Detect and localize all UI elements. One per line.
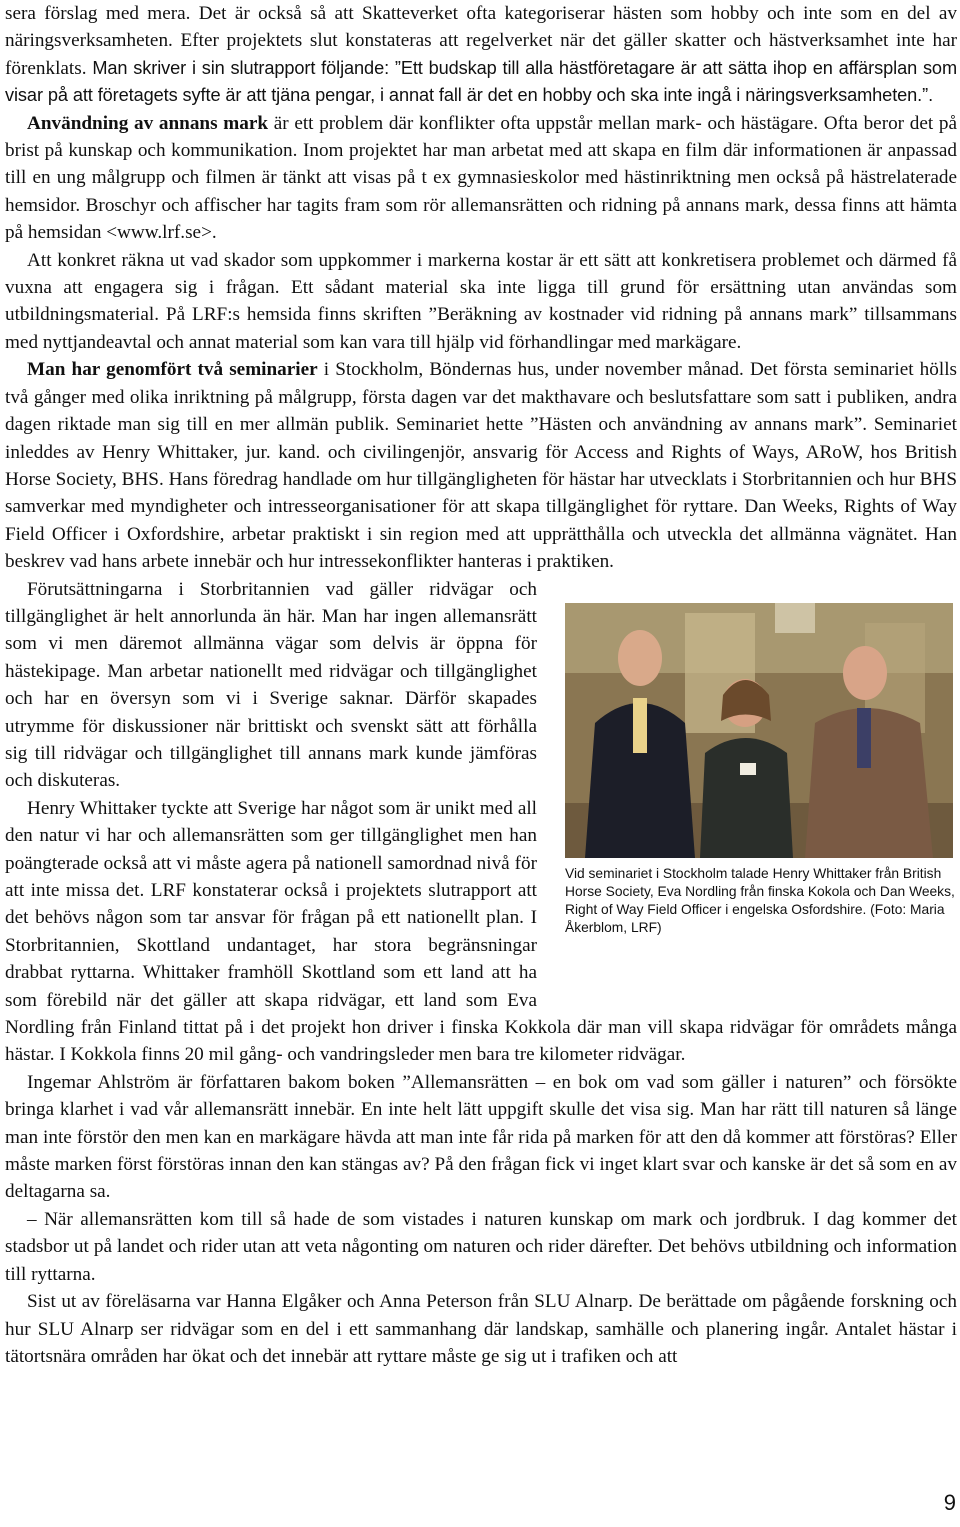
photo-caption: Vid seminariet i Stockholm talade Henry Whittaker från British Horse Society, Eva Nordling från finska Kokola och Dan Weeks, Right of Way Field Officer i engelska Osfordshire. (Foto: Maria Åkerblom, LRF): [565, 865, 955, 935]
paragraph-2: Användning av annans mark är ett problem där konflikter ofta uppstår mellan mark- och hästägare. Ofta beror det på brist på kunskap och kommunikation. Inom projektet har man arbetat med att skapa en film där informationen är anpassad till en ung målgrupp och filmen är tänkt att visas på t ex gymnasieskolor med hästinriktning men också på hästrelaterade hemsidor. Broschyr och affischer har tagits fram som rör allemansrätten och ridning på annans mark, dessa finns att hämta på hemsidan <www.lrf.se>.: [5, 112, 957, 244]
seminar-photo-illustration: [565, 603, 953, 858]
paragraph-7: Ingemar Ahlström är författaren bakom boken ”Allemansrätten – en bok om vad som gäller i naturen” och försökte bringa klarhet i vad vår allemansrätt innebär. En inte helt lätt uppgift skulle det visa sig. Man har rätt till naturen så länge man inte förstör den men kan en markägare hävda att man inte får rida på marken för att den då kommer att förstöras? Eller måste marken först förstöras innan den kan stängas av? På den frågan fick vi inget klart svar och kanske är det så som en av deltagarna sa.: [5, 1071, 957, 1203]
paragraph-1-quote: Man skriver i sin slutrapport följande: ”Ett budskap till alla hästföretagare är att sätta ihop en affärsplan som visar på att företagets syfte är att tjäna pengar, i annat fall är det en hobby och ska inte ingå i näringsverksamheten.”.: [5, 57, 957, 106]
seminar-photo: [565, 603, 953, 858]
paragraph-8: – När allemansrätten kom till så hade de som vistades i naturen kunskap om mark och jordbruk. I dag kommer det stadsbor ut på landet och rider utan att veta någonting om naturen och rider därefter. Det behövs utbildning och information till ryttarna.: [5, 1208, 957, 1285]
paragraph-9: Sist ut av föreläsarna var Hanna Elgåker och Anna Peterson från SLU Alnarp. De berättade om pågående forskning och hur SLU Alnarp ser ridvägar som en del i ett sammanhang där landskap, samhälle och planering ingår. Antalet hästar i tätortsnära områden har ökat och det innebär att ryttare måste ge sig ut i trafiken och att: [5, 1291, 957, 1367]
paragraph-5: Förutsättningarna i Storbritannien vad gäller ridvägar och tillgänglighet är helt annorlunda än här. Man har ingen allemansrätt som vi men däremot allmänna vägar som delvis är öppna för hästekipage. Man arbetar nationellt med ridvägar och tillgänglighet och har en översyn som vi i Sverige saknar. Därför skapades utrymme för diskussioner när brittiskt och svenskt sätt att förhålla sig till ridvägar och tillgänglighet till annans mark kunde jämföras och diskuteras.: [5, 578, 537, 792]
photo-block: [565, 603, 957, 1005]
paragraph-1: sera förslag med mera. Det är också så att Skatteverket ofta kategoriserar hästen som hobby och inte som en del av näringsverksamheten. Efter projektets slut konstateras att regelverket när det gäller skatter och hästverksamhet inte har förenklats. Man skriver i sin slutrapport följande: ”Ett budskap till alla hästföretagare är att sätta ihop en affärsplan som visar på att företagets syfte är att tjäna pengar, i annat fall är det en hobby och ska inte ingå i näringsverksamheten.”.: [5, 3, 957, 106]
subheading-annans-mark: Användning av annans mark: [27, 112, 269, 134]
article-body: [5, 0, 957, 1370]
page-number: 9: [943, 1490, 956, 1515]
paragraph-6: Henry Whittaker tyckte att Sverige har något som är unikt med all den natur vi har och allemansrätten som ger tillgänglighet men han poängterade också att vi måste agera på nationell samordnad nivå för att inte missa det. LRF konstaterar också i projektets slutrapport att det behövs någon som tar ansvar för frågan på ett nationellt plan. I Storbritannien, Skottland undantaget, har stora begränsningar drabbat ryttarna. Whittaker framhöll Skottland som ett land att ha som förebild när det gäller att skapa ridvägar, ett land som Eva Nordling från Finland tittat på i det projekt hon driver i finska Kokkola där man vill skapa ridvägar för områdets många hästar. I Kokkola finns 20 mil gång- och vandringsleder men bara tre kilometer ridvägar.: [5, 797, 957, 1066]
subheading-seminarier: Man har genomfört två seminarier: [27, 359, 318, 381]
paragraph-4: Man har genomfört två seminarier i Stockholm, Böndernas hus, under november månad. Det första seminariet hölls två gånger med olika inriktning på målgrupp, första dagen var det makthavare och beslutsfattare som satt i publiken, andra dagen riktade man sig till en mer allmän publik. Seminariet hette ”Hästen och användning av annans mark”. Seminariet inleddes av Henry Whittaker, jur. kand. och civilingenjör, ansvarig för Access and Rights of Ways, ARoW, hos British Horse Society, BHS. Hans föredrag handlade om hur tillgängligheten för hästar har utvecklats i Storbritannien och hur BHS samverkar med myndigheter och intresseorganisationer för att skapa tillgänglighet för ryttare. Dan Weeks, Rights of Way Field Officer i Oxfordshire, arbetar praktiskt i sin region med att upprätthålla och utveckla det allmänna vägnätet. Han beskrev vad hans arbete innebär och hur intressekonflikter hanteras i praktiken.: [5, 359, 958, 573]
paragraph-3: Att konkret räkna ut vad skador som uppkommer i markerna kostar är ett sätt att konkretisera problemet och därmed få vuxna att engagera sig i frågan. Ett sådant material ska inte ligga till grund för ersättning utan användas som utbildningsmaterial. På LRF:s hemsida finns skriften ”Beräkning av kostnader vid ridning på annans mark” tillsammans med nyttjandeavtal och annat material som kan vara till hjälp vid förhandlingar med markägare.: [5, 249, 957, 353]
